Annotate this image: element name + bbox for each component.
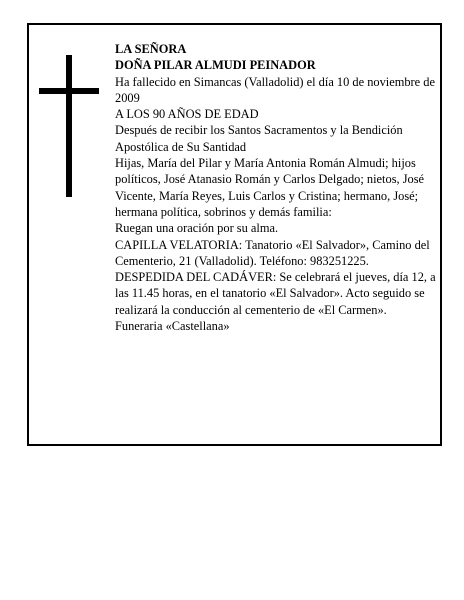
farewell-info: DESPEDIDA DEL CADÁVER: Se celebrará el jueves, día 12, a las 11.45 horas, en el tanatorio «El Salvador». Acto seguido se realizará la conducción al cementerio de «El Carmen». xyxy=(115,270,436,317)
cross-horizontal-bar xyxy=(39,88,99,94)
sacraments-line: Después de recibir los Santos Sacramentos y la Bendición Apostólica de Su Santidad xyxy=(115,123,403,154)
death-statement: Ha fallecido en Simancas (Valladolid) el día 10 de noviembre de 2009 xyxy=(115,74,435,105)
deceased-name: DOÑA PILAR ALMUDI PEINADOR xyxy=(115,58,316,73)
cross-vertical-bar xyxy=(66,55,72,197)
obituary-notice xyxy=(27,23,442,446)
notice-title: LA SEÑORA xyxy=(115,42,187,56)
chapel-info: CAPILLA VELATORIA: Tanatorio «El Salvador», Camino del Cementerio, 21 (Valladolid). Teléfono: 983251225. xyxy=(115,237,430,268)
funeral-home: Funeraria «Castellana» xyxy=(115,319,230,334)
prayer-request: Ruegan una oración por su alma. xyxy=(115,221,279,236)
age-line: A LOS 90 AÑOS DE EDAD xyxy=(115,107,259,122)
notice-body xyxy=(115,41,437,334)
cross-icon xyxy=(39,55,101,201)
family-list: Hijas, María del Pilar y María Antonia Román Almudi; hijos políticos, José Atanasio Román y Carlos Delgado; nietos, José Vicente, María Reyes, Luis Carlos y Cristina; hermano, José; hermana política, sobrinos y demás familia: xyxy=(115,156,425,219)
